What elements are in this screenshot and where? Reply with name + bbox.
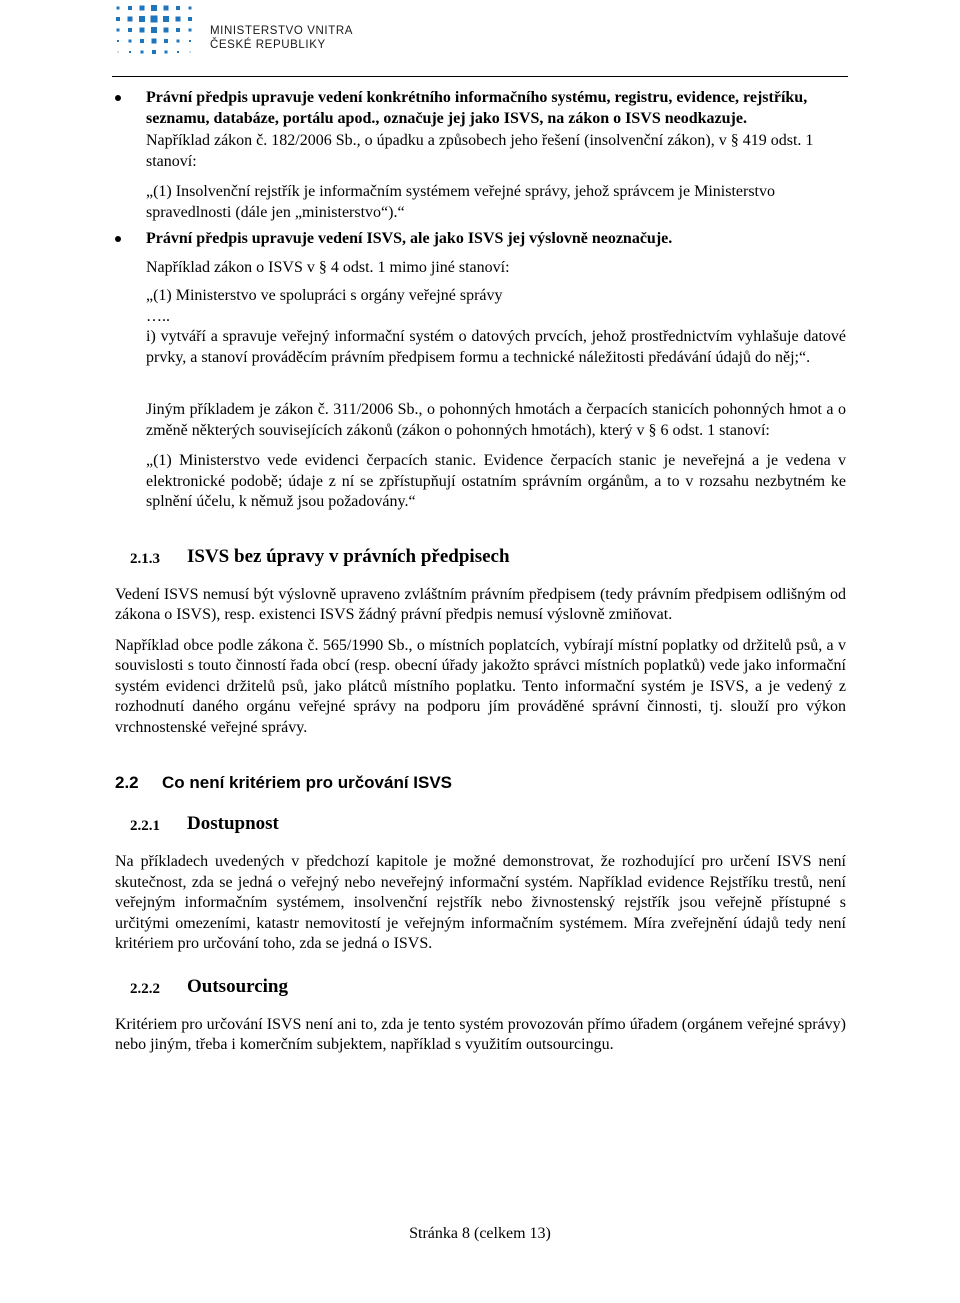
quote-text: „(1) Insolvenční rejstřík je informačním systémem veřejné správy, jehož správcem je Ministerstvo spravedlnosti (dále jen „ministerstvo“).“ (146, 183, 775, 221)
paragraph: Například obce podle zákona č. 565/1990 Sb., o místních poplatcích, vybírají místní poplatky od držitelů psů, a v souvislosti s touto činností řada obcí (resp. obecní úřady jakožto správci místních poplatků) vede jako informační systém evidenci držitelů psů, jako plátců místního poplatku. Tento informační systém je ISVS, a je vedený z rozhodnutí daného orgánu veřejné správy na podporu jím prováděné správní činnosti, tj. slouží pro výkon vrchnostenské veřejné správy. (115, 636, 846, 736)
logo-dot (164, 6, 169, 11)
bullet-icon (115, 95, 121, 101)
section-title: Dostupnost (187, 813, 279, 834)
logo-dot (189, 29, 192, 32)
ministry-name (210, 24, 353, 52)
logo-dot (117, 40, 119, 42)
ellipsis-text: ….. (146, 307, 170, 325)
logo-dot (190, 52, 191, 53)
logo-dot (151, 27, 157, 33)
ministry-name-line1: MINISTERSTVO VNITRA (210, 25, 354, 37)
logo-dot (140, 6, 145, 11)
logo-dot (116, 17, 120, 21)
quote-text: „(1) Ministerstvo vede evidenci čerpacích stanic. Evidence čerpacích stanic je neveřejná a je vedena v elektronické podobě; údaje z ní se zpřístupňují ostatním správním orgánům, a to v rozsahu nezbytném ke splnění účelu, k němuž jsou požadovány.“ (146, 452, 846, 510)
quote-text: i) vytváří a spravuje veřejný informační systém o datových prvcích, jehož prostřednictvím vyhlašuje datové prvky, a stanoví prováděcím právním předpisem formu a technické náležitosti předávání údajů do něj;“. (146, 328, 846, 366)
bullet-icon (115, 236, 121, 242)
logo-dot (118, 52, 119, 53)
logo-dot (177, 40, 180, 43)
paragraph: Na příkladech uvedených v předchozí kapitole je možné demonstrovat, že rozhodující pro určení ISVS není skutečnost, zda se jedná o veřejný nebo neveřejný informační systém. Například evidence Rejstříku trestů, není veřejným informačním systémem, insolvenční rejstřík nebo živnostenský rejstřík jsou veřejně přístupné s určitými omezeními, katastr nemovitostí je veřejným informačním systémem. Míra zveřejnění údajů tedy není kritériem pro určování toho, zda se jedná o ISVS. (115, 853, 846, 952)
bullet-item (115, 229, 846, 513)
logo-dot (165, 51, 168, 54)
logo-dot (140, 39, 144, 43)
quote-text: „(1) Ministerstvo ve spolupráci s orgány veřejné správy (146, 287, 503, 304)
bullet-heading: Právní předpis upravuje vedení konkrétního informačního systému, registru, evidence, rejstříku, seznamu, databáze, portálu apod., označuje jej jako ISVS, na zákon o ISVS neodkazuje. (146, 89, 808, 127)
logo-dot (163, 16, 169, 22)
logo-dot (151, 16, 158, 23)
logo-dot (117, 7, 120, 10)
logo-dot (129, 40, 132, 43)
bullet-heading: Právní předpis upravuje vedení ISVS, ale jako ISVS jej výslovně neoznačuje. (146, 230, 673, 247)
logo-dot (128, 6, 132, 10)
section-number: 2.2.1 (130, 818, 160, 834)
logo-dot (177, 51, 179, 53)
section-number: 2.2 (115, 773, 139, 792)
example-text: Například zákon o ISVS v § 4 odst. 1 mimo jiné stanoví: (146, 258, 510, 276)
logo-dot (176, 28, 180, 32)
logo-dot (140, 28, 145, 33)
logo-dot (152, 50, 156, 54)
logo-dot (151, 5, 157, 11)
ministry-name-line2: ČESKÉ REPUBLIKY (210, 39, 326, 51)
logo-dot (176, 6, 180, 10)
logo-dot (129, 51, 131, 53)
document-body (115, 88, 846, 1056)
paragraph: Kritériem pro určování ISVS není ani to, zda je tento systém provozován přímo úřadem (orgánem veřejné správy) nebo jiným, třeba i komerčním subjektem, například s využitím outsourcingu. (115, 1015, 846, 1053)
logo-dot (141, 51, 144, 54)
section-title: Co není kritériem pro určování ISVS (162, 773, 453, 792)
section-title: Outsourcing (187, 975, 289, 997)
section-number: 2.1.3 (130, 550, 160, 567)
section-heading-2-2 (115, 772, 846, 794)
paragraph: Vedení ISVS nemusí být výslovně upraveno zvláštním právním předpisem (tedy právním předpisem odlišným od zákona o ISVS), resp. existenci ISVS žádný právní předpis nemusí výslovně zmiňovat. (115, 585, 846, 623)
logo-dot (189, 40, 191, 42)
section-number: 2.2.2 (130, 980, 160, 997)
logo-dot (117, 29, 120, 32)
logo-dot (139, 16, 145, 22)
section-heading-2-2-2 (115, 975, 846, 999)
example-text: Například zákon č. 182/2006 Sb., o úpadku a způsobech jeho řešení (insolvenční zákon), v § 419 odst. 1 stanoví: (146, 132, 814, 170)
example-text: Jiným příkladem je zákon č. 311/2006 Sb., o pohonných hmotách a čerpacích stanicích pohonných hmot a o změně některých souvisejících zákonů (zákon o pohonných hmotách), který v § 6 odst. 1 stanoví: (146, 401, 846, 439)
logo-dot (152, 39, 157, 44)
page-footer: Stránka 8 (celkem 13) (409, 1225, 551, 1242)
section-heading-2-2-1 (115, 812, 846, 836)
logo-dot (164, 39, 168, 43)
logo-dot (176, 17, 181, 22)
logo-dot (164, 28, 169, 33)
logo-dot (188, 17, 192, 21)
bullet-item (115, 88, 846, 223)
section-title: ISVS bez úpravy v právních předpisech (187, 545, 510, 567)
page-header (112, 0, 848, 77)
logo-dot (189, 7, 192, 10)
logo-dot (128, 28, 132, 32)
section-heading-2-1-3 (115, 545, 846, 569)
logo-dot (128, 17, 133, 22)
